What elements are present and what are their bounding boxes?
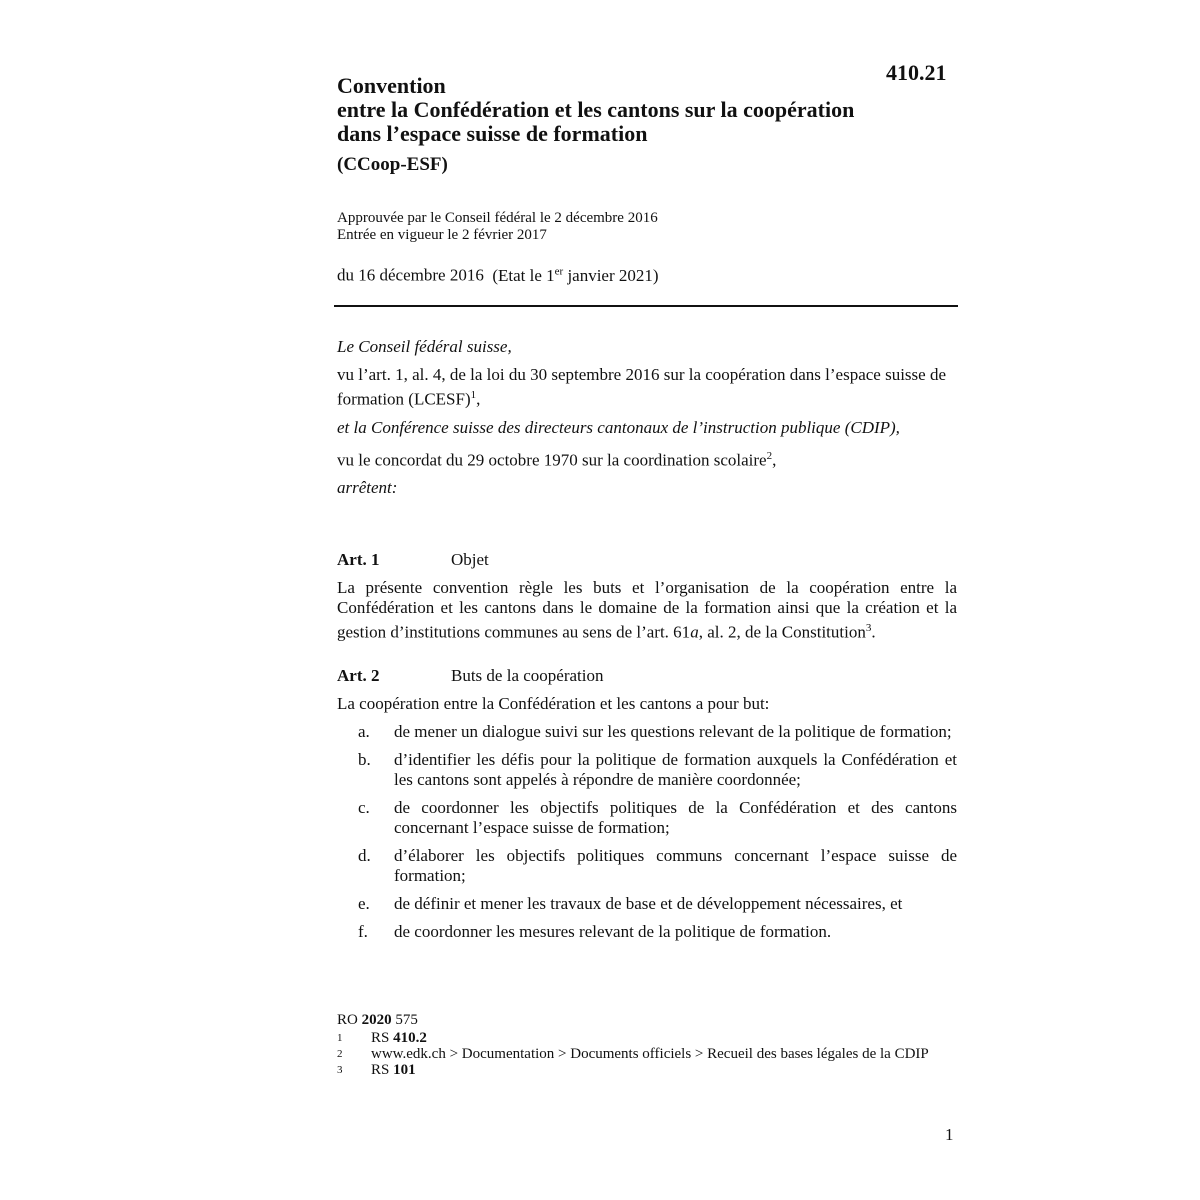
footnote-2-link[interactable]: www.edk.ch > Documentation > Documents officiels > Recueil des bases légales de la CDIP: [371, 1046, 929, 1062]
article-2-number: Art. 2: [337, 666, 380, 685]
header-divider: [334, 305, 958, 307]
document-title: [337, 74, 957, 146]
footnote-2: 2 www.edk.ch > Documentation > Documents officiels > Recueil des bases légales de la CDIP: [337, 1046, 929, 1062]
convention-date: du 16 décembre 2016: [337, 265, 484, 285]
preamble-cdip: et la Conférence suisse des directeurs cantonaux de l’instruction publique (CDIP),: [337, 417, 900, 437]
article-1-heading: [337, 550, 957, 570]
list-item: f. de coordonner les mesures relevant de la politique de formation.: [358, 922, 832, 941]
sr-number: 410.21: [886, 60, 947, 85]
article-1-number: Art. 1: [337, 550, 380, 569]
title-abbreviation: (CCoop-ESF): [337, 154, 448, 175]
in-force-date: Entrée en vigueur le 2 février 2017: [337, 227, 547, 243]
footnote-1: 1 RS 410.2: [337, 1030, 427, 1046]
article-1-text: La présente convention règle les buts et l’organisation de la coopération entre la Confédération et les cantons dans le domaine de la formation ainsi que la création et la gestion d’institutions communes au sens de l’art. 61a, al. 2, de la Constitution$^3$.: [337, 578, 957, 642]
approval-date: Approuvée par le Conseil fédéral le 2 décembre 2016: [337, 210, 658, 226]
footnotes: [337, 1012, 957, 1078]
list-item: b. d’identifier les défis pour la politique de formation auxquels la Confédération et les cantons sont appelés à répondre de manière coordonnée;: [358, 750, 957, 789]
article-2-heading: [337, 666, 957, 686]
state-date: (Etat le 1er janvier 2021): [492, 265, 659, 285]
article-2-intro: La coopération entre la Confédération et les cantons a pour but:: [337, 694, 770, 713]
article-2-title: Buts de la coopération: [451, 666, 604, 685]
approval-info: [337, 210, 658, 244]
preamble-federal-council: Le Conseil fédéral suisse,: [337, 337, 512, 356]
preamble-legal-basis-1: vu l’art. 1, al. 4, de la loi du 30 septembre 2016 sur la coopération dans l’espace suisse de formation (LCESF)$^1$,: [337, 365, 946, 409]
title-line-1: Convention: [337, 73, 446, 98]
ro-reference: RO 2020 575: [337, 1012, 418, 1028]
list-item: d. d’élaborer les objectifs politiques communs concernant l’espace suisse de formation;: [358, 846, 957, 885]
article-1: [337, 550, 957, 643]
preamble: [337, 337, 957, 506]
list-item: c. de coordonner les objectifs politiques de la Confédération et des cantons concernant l’espace suisse de formation;: [358, 798, 957, 837]
preamble-decree: arrêtent:: [337, 478, 398, 498]
dateline: [337, 265, 659, 286]
footnote-3: 3 RS 101: [337, 1062, 416, 1078]
article-2: [337, 666, 957, 950]
title-line-3: dans l’espace suisse de formation: [337, 121, 648, 146]
list-item: e. de définir et mener les travaux de base et de développement nécessaires, et: [358, 894, 903, 913]
footnote-ref-2[interactable]: 2: [766, 449, 773, 462]
footnote-ref-3[interactable]: 3: [865, 622, 872, 634]
footnote-ref-1[interactable]: 1: [470, 389, 477, 401]
article-1-title: Objet: [451, 550, 489, 569]
page-number: 1: [945, 1125, 954, 1144]
preamble-legal-basis-2: vu le concordat du 29 octobre 1970 sur la coordination scolaire$^2$,: [337, 449, 777, 470]
title-line-2: entre la Confédération et les cantons sur la coopération: [337, 97, 855, 122]
list-item: a. de mener un dialogue suivi sur les questions relevant de la politique de formation;: [358, 722, 952, 741]
article-2-list: [337, 722, 957, 942]
